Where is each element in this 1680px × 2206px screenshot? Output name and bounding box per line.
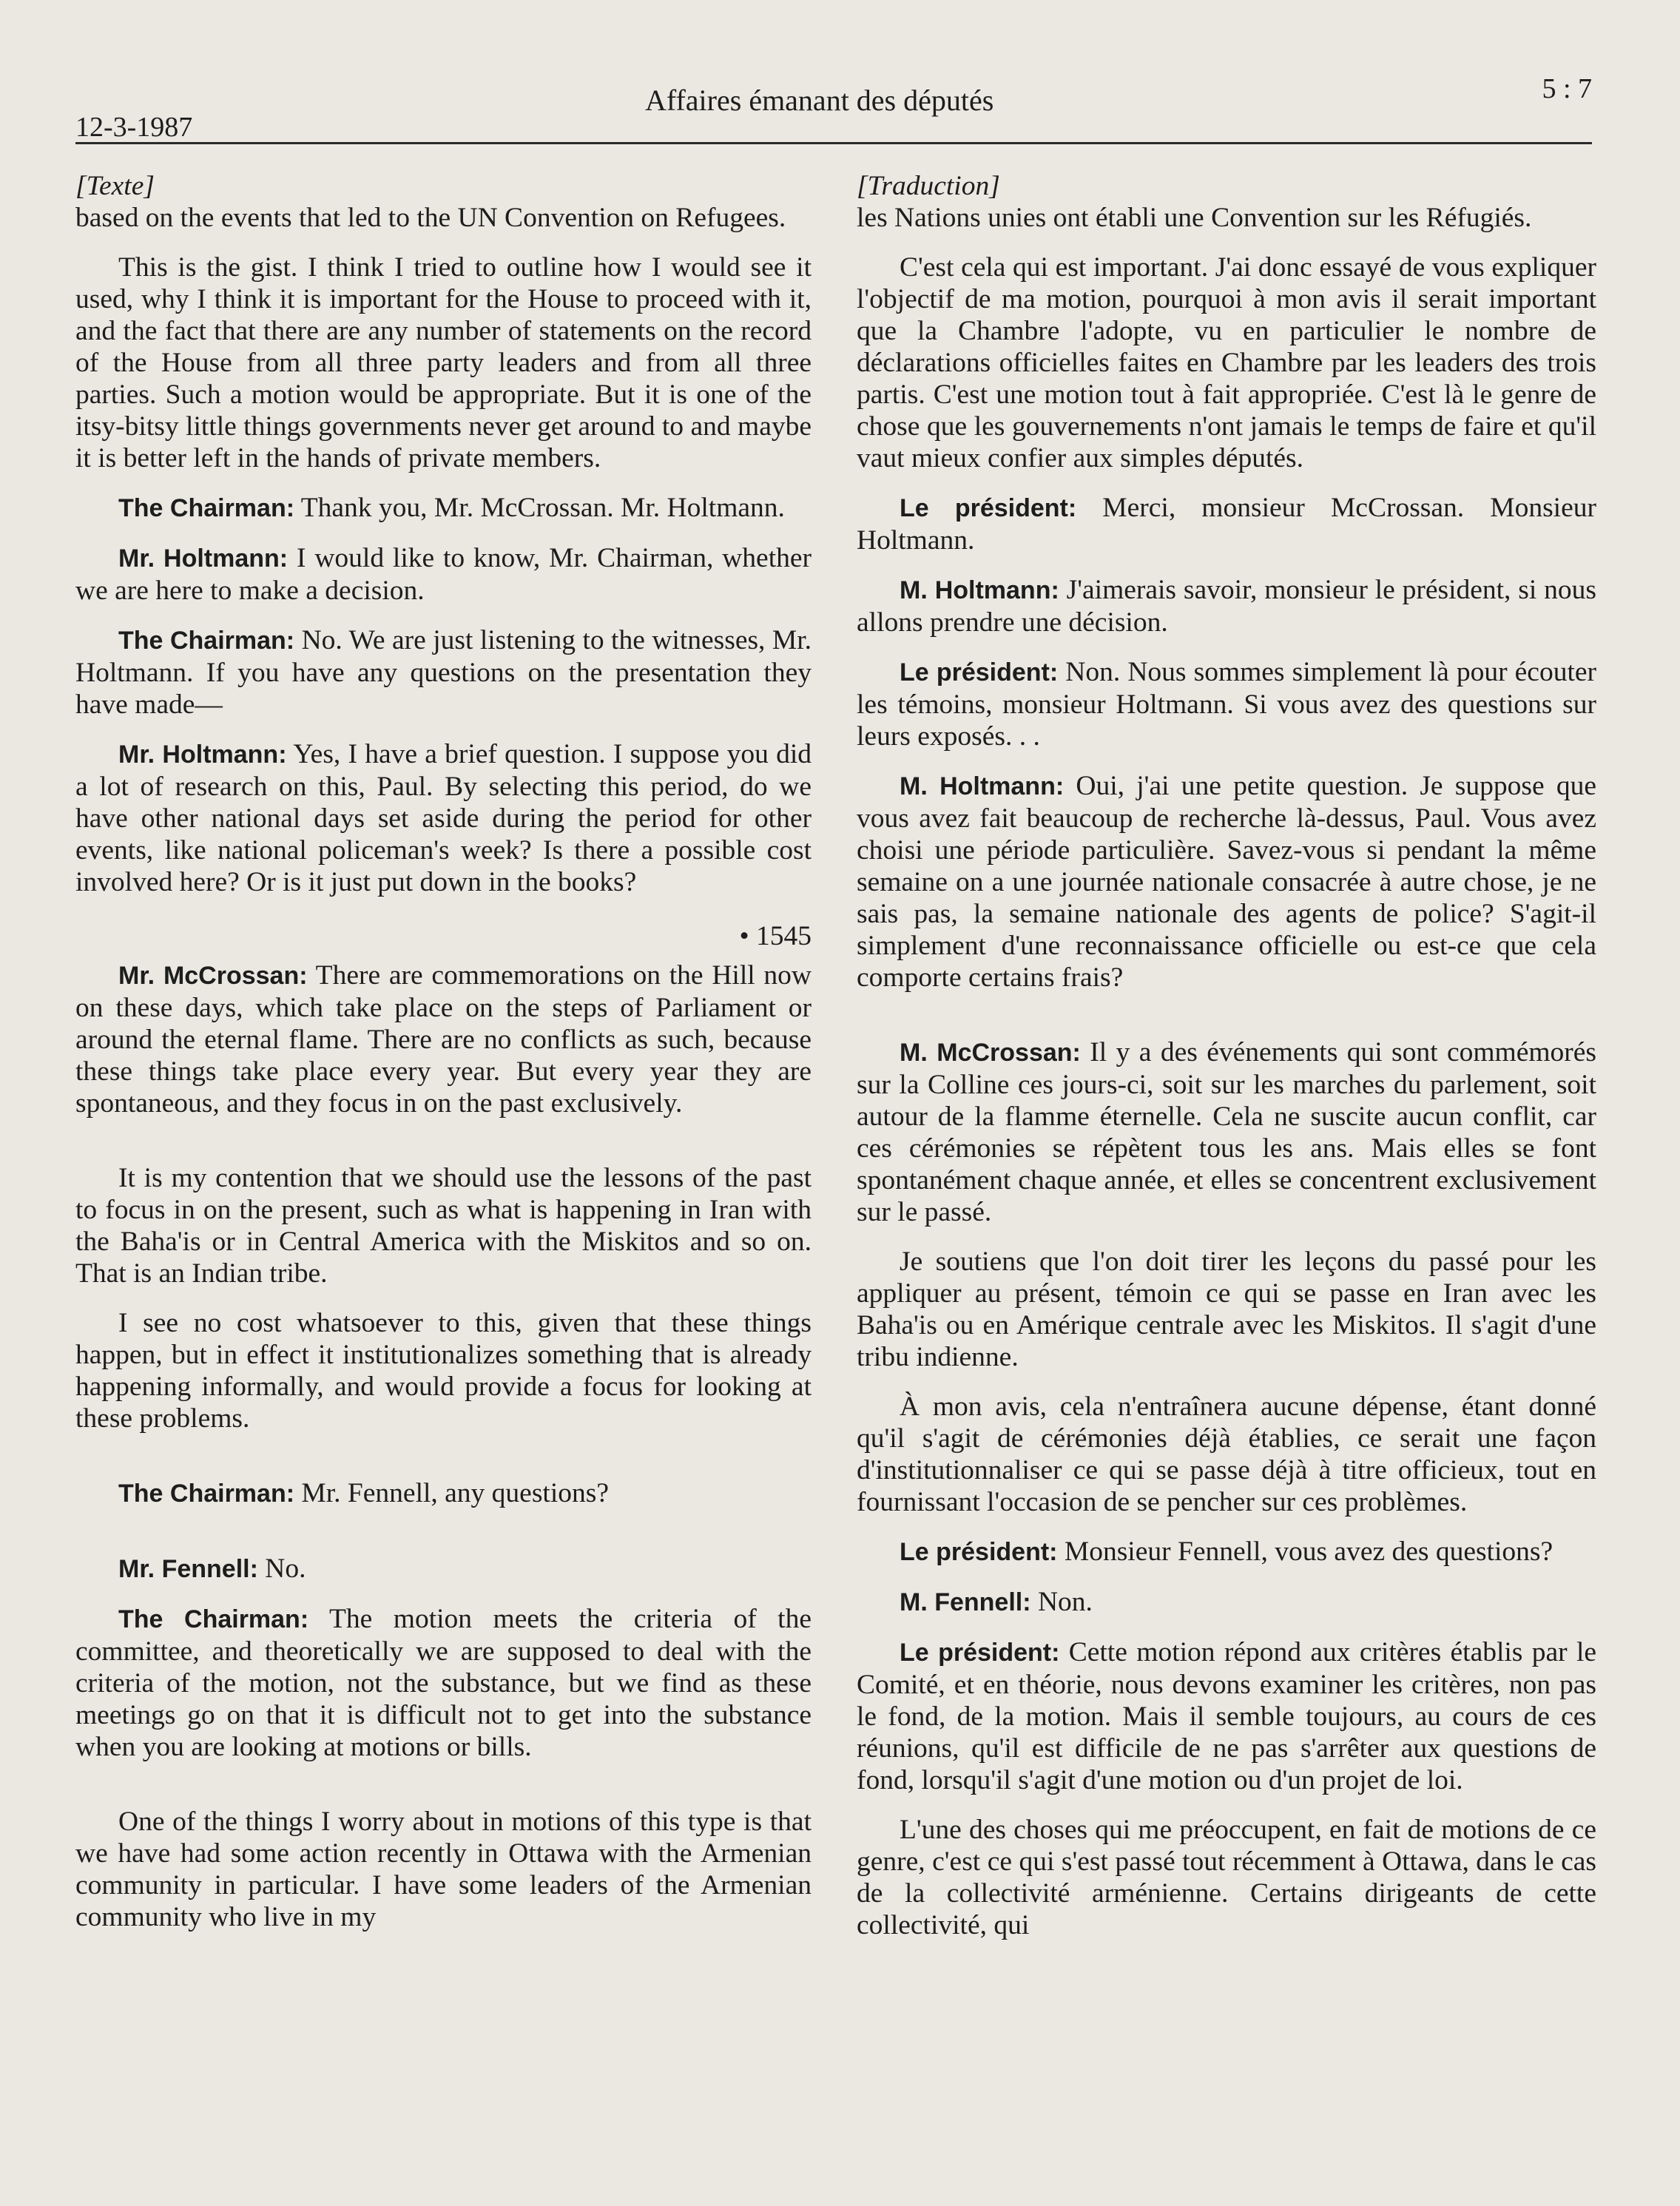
- speaker-name: The Chairman:: [118, 627, 295, 655]
- speaker-name: M. Holtmann:: [900, 576, 1059, 604]
- speaker-name: M. McCrossan:: [900, 1039, 1081, 1067]
- paragraph: Je soutiens que l'on doit tirer les leçons du passé pour les appliquer au présent, témoin ce qui se passe en Iran avec les Baha'is ou en Amérique centrale avec les Miskitos. Il s'agit d'une tribu indienne.: [857, 1247, 1596, 1372]
- speaker-name: Le président:: [900, 494, 1077, 522]
- paragraph: les Nations unies ont établi une Convention sur les Réfugiés.: [857, 203, 1532, 233]
- paragraph: L'une des choses qui me préoccupent, en fait de motions de ce genre, c'est ce qui s'est passé tout récemment à Ottawa, dans le cas de la collectivité arménienne. Certains dirigeants de cette collectivité, qui: [857, 1815, 1596, 1940]
- speaker-name: The Chairman:: [118, 1480, 295, 1508]
- speech-text: Il y a des événements qui sont commémorés sur la Colline ces jours-ci, soit sur les marches du parlement, soit autour de la flamme éternelle. Cela ne suscite aucun conflit, car ces cérémonies se répètent tous les ans. Mais elles se font spontanément chaque année, et elles se concentrent exclusivement sur le passé.: [857, 1037, 1596, 1227]
- speech-turn: [857, 770, 1596, 994]
- speech-text: Mr. Fennell, any questions?: [301, 1478, 609, 1508]
- speech-text: Non.: [1037, 1587, 1093, 1617]
- speech-turn: [75, 959, 812, 1119]
- paragraph: À mon avis, cela n'entraînera aucune dépense, étant donné qu'il s'agit de cérémonies déjà établies, ce serait une façon d'institutionnaliser ce qui se passe déjà à titre officieux, tout en fournissant l'occasion de se pencher sur ces problèmes.: [857, 1392, 1596, 1517]
- speaker-name: Le président:: [900, 1538, 1058, 1566]
- paragraph: It is my contention that we should use the lessons of the past to focus in on the present, such as what is happening in Iran with the Baha'is or in Central America with the Miskitos and so on. That is an Indian tribe.: [75, 1163, 812, 1289]
- paragraph: based on the events that led to the UN Convention on Refugees.: [75, 203, 786, 233]
- header-title: Affaires émanant des députés: [645, 84, 994, 117]
- speech-text: Cette motion répond aux critères établis par le Comité, et en théorie, nous devons examiner les critères, non pas le fond, de la motion. Mais il semble toujours, au cours de ces réunions, qu'il est difficile de ne pas s'arrêter aux questions de fond, lorsqu'il s'agit d'une motion ou d'un projet de loi.: [857, 1637, 1597, 1795]
- speech-text: Yes, I have a brief question. I suppose you did a lot of research on this, Paul. By selecting this period, do we have other national days set aside during the period for other events, like national policeman's week? Is there a possible cost involved here? Or is it just put down in the books?: [75, 739, 812, 897]
- header-date: 12-3-1987: [75, 112, 193, 143]
- paragraph: One of the things I worry about in motions of this type is that we have had some action recently in Ottawa with the Armenian community in particular. I have some leaders of the Armenian community who live in my: [75, 1807, 812, 1932]
- speech-turn: [857, 1636, 1596, 1796]
- speaker-name: Le président:: [900, 1639, 1060, 1667]
- speech-turn: [75, 1553, 812, 1585]
- paragraph: I see no cost whatsoever to this, given that these things happen, but in effect it institutionalizes something that is already happening informally, and would provide a focus for looking at these problems.: [75, 1308, 812, 1434]
- speech-text: J'aimerais savoir, monsieur le président, si nous allons prendre une décision.: [857, 575, 1597, 638]
- speech-text: The motion meets the criteria of the committee, and theoretically we are supposed to deal with the criteria of the motion, not the substance, but we find as these meetings go on that it is difficult not to get into the substance when you are looking at motions or bills.: [75, 1604, 812, 1762]
- speech-turn: [75, 624, 812, 721]
- speech-turn: [857, 1586, 1596, 1619]
- speaker-name: Le président:: [900, 658, 1059, 687]
- speech-turn: [857, 492, 1596, 556]
- speaker-name: Mr. Holtmann:: [118, 544, 289, 573]
- header-page-number: 5 : 7: [1542, 73, 1592, 104]
- speech-text: No. We are just listening to the witnesses, Mr. Holtmann. If you have any questions on the presentation they have made—: [75, 625, 812, 720]
- speech-text: Thank you, Mr. McCrossan. Mr. Holtmann.: [300, 493, 785, 523]
- speech-turn: [857, 1036, 1596, 1228]
- speaker-name: Mr. McCrossan:: [118, 962, 308, 990]
- paragraph: C'est cela qui est important. J'ai donc essayé de vous expliquer l'objectif de ma motion, pourquoi à mon avis il serait important que la Chambre l'adopte, vu en particulier le nombre de déclarations officielles faites en Chambre par les leaders des trois partis. C'est une motion tout à fait appropriée. C'est là le genre de chose que les gouvernements n'ont jamais le temps de faire et qu'il vaut mieux confier aux simples députés.: [857, 252, 1596, 473]
- paragraph: This is the gist. I think I tried to outline how I would see it used, why I think it is important for the House to proceed with it, and the fact that there are any number of statements on the record of the House from all three party leaders and from all three parties. Such a motion would be appropriate. But it is one of the itsy-bitsy little things governments never get around to and maybe it is better left in the hands of private members.: [75, 252, 812, 473]
- speaker-name: M. Holtmann:: [900, 772, 1065, 800]
- speaker-name: Mr. Fennell:: [118, 1555, 258, 1583]
- speech-turn: [857, 574, 1596, 638]
- speech-text: Merci, monsieur McCrossan. Monsieur Holtmann.: [857, 493, 1596, 556]
- speech-turn: [75, 492, 812, 524]
- speech-turn: [75, 738, 812, 898]
- speech-turn: [75, 1603, 812, 1763]
- speaker-name: The Chairman:: [118, 494, 295, 522]
- speaker-name: Mr. Holtmann:: [118, 741, 287, 769]
- language-label: [Traduction]: [857, 171, 1000, 201]
- speech-turn: [75, 542, 812, 607]
- speaker-name: The Chairman:: [118, 1605, 309, 1633]
- language-label: [Texte]: [75, 171, 155, 201]
- speech-turn: [857, 656, 1596, 752]
- speech-text: Monsieur Fennell, vous avez des questions?: [1064, 1537, 1554, 1567]
- french-column: [857, 170, 1596, 1959]
- speaker-name: M. Fennell:: [900, 1588, 1031, 1616]
- speech-text: No.: [265, 1554, 306, 1584]
- english-column: [75, 170, 812, 1951]
- timestamp: • 1545: [739, 921, 812, 951]
- speech-text: Non. Nous sommes simplement là pour écouter les témoins, monsieur Holtmann. Si vous avez des questions sur leurs exposés. . .: [857, 657, 1597, 752]
- speech-turn: [75, 1477, 812, 1510]
- speech-text: Oui, j'ai une petite question. Je suppose que vous avez fait beaucoup de recherche là-dessus, Paul. Vous avez choisi une période particulière. Savez-vous si pendant la même semaine on a une journée nationale consacrée à autre chose, je ne sais pas, la semaine nationale des agents de police? S'agit-il simplement d'une reconnaissance officielle ou est-ce que cela comporte certains frais?: [857, 771, 1597, 993]
- speech-text: I would like to know, Mr. Chairman, whether we are here to make a decision.: [75, 543, 812, 606]
- page-header: [75, 71, 1592, 144]
- speech-text: There are commemorations on the Hill now on these days, which take place on the steps of Parliament or around the eternal flame. There are no conflicts as such, because these things take place every year. But every year they are spontaneous, and they focus in on the past exclusively.: [75, 960, 812, 1119]
- speech-turn: [857, 1536, 1596, 1568]
